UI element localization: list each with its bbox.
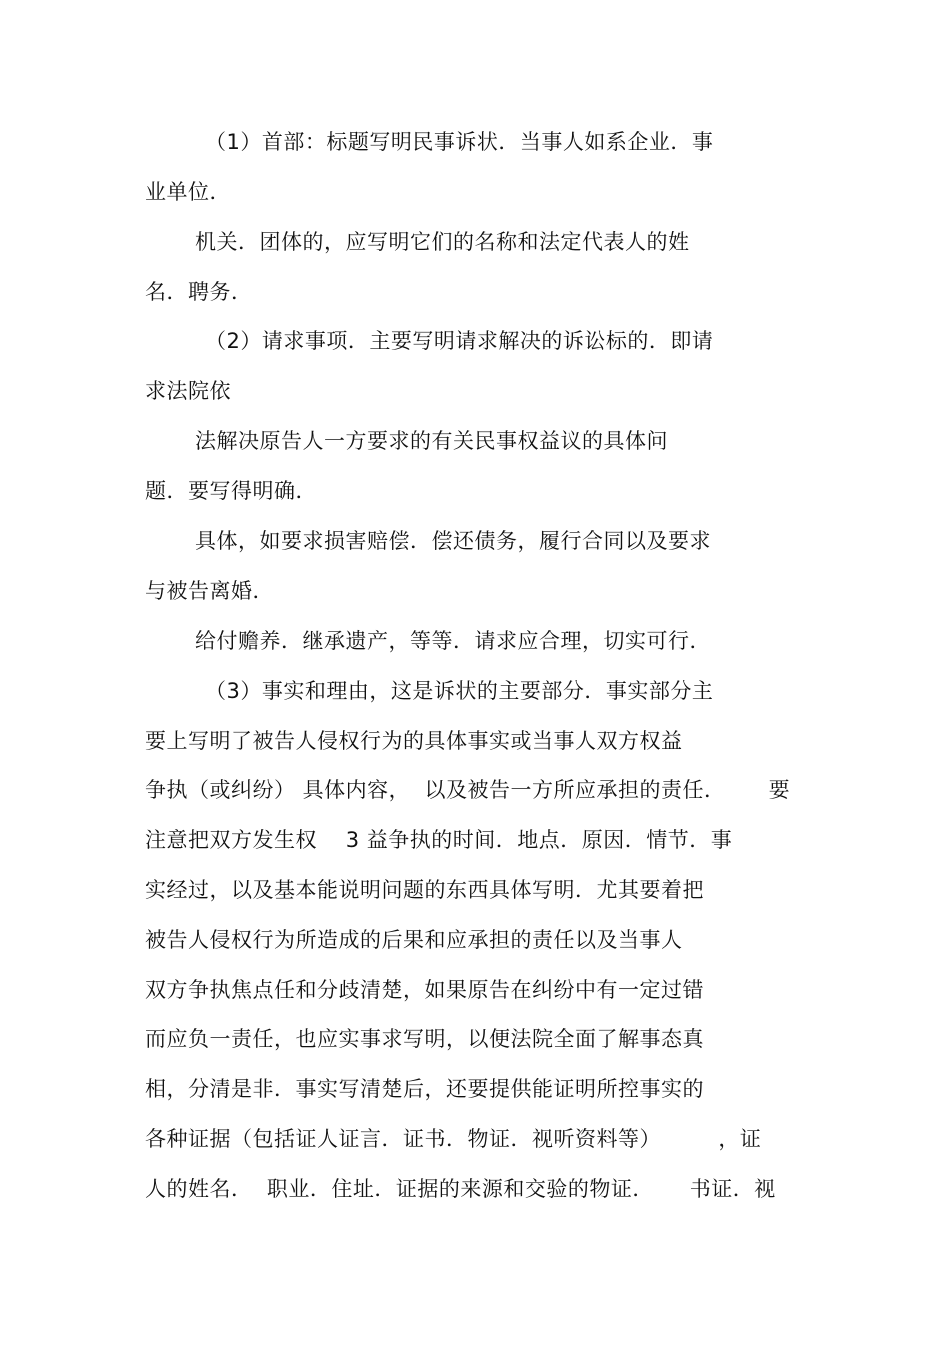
text-line: 相，分清是非．事实写清楚后，还要提供能证明所控事实的: [145, 1077, 704, 1101]
text-line: 与被告离婚．: [145, 579, 274, 603]
text-line: 要上写明了被告人侵权行为的具体事实或当事人双方权益: [145, 729, 683, 753]
text-line: 求法院依: [145, 379, 231, 403]
text-line: 人的姓名． 职业．住址．证据的来源和交验的物证． 书证．视: [145, 1177, 776, 1201]
text-line: 各种证据（包括证人证言．证书．物证．视听资料等） ，证: [145, 1127, 762, 1151]
text-line: 注意把双方发生权 3 益争执的时间．地点．原因．情节．事: [145, 828, 733, 852]
text-line: （1）首部：标题写明民事诉状．当事人如系企业．事: [205, 130, 714, 154]
text-line: 具体，如要求损害赔偿．偿还债务，履行合同以及要求: [195, 529, 711, 553]
text-line: 争执（或纠纷） 具体内容， 以及被告一方所应承担的责任． 要: [145, 778, 791, 802]
text-line: 机关．团体的，应写明它们的名称和法定代表人的姓: [195, 230, 690, 254]
text-line: 被告人侵权行为所造成的后果和应承担的责任以及当事人: [145, 928, 683, 952]
text-line: 题．要写得明确．: [145, 479, 317, 503]
text-line: （2）请求事项．主要写明请求解决的诉讼标的．即请: [205, 329, 714, 353]
text-line: 名．聘务．: [145, 280, 253, 304]
text-line: 给付赡养．继承遗产，等等．请求应合理，切实可行．: [195, 629, 711, 653]
text-line: （3）事实和理由，这是诉状的主要部分．事实部分主: [205, 679, 714, 703]
text-line: 业单位．: [145, 180, 231, 204]
text-line: 而应负一责任，也应实事求写明，以便法院全面了解事态真: [145, 1027, 704, 1051]
text-line: 法解决原告人一方要求的有关民事权益议的具体问: [195, 429, 668, 453]
text-line: 实经过，以及基本能说明问题的东西具体写明．尤其要着把: [145, 878, 704, 902]
text-line: 双方争执焦点任和分歧清楚，如果原告在纠纷中有一定过错: [145, 978, 704, 1002]
